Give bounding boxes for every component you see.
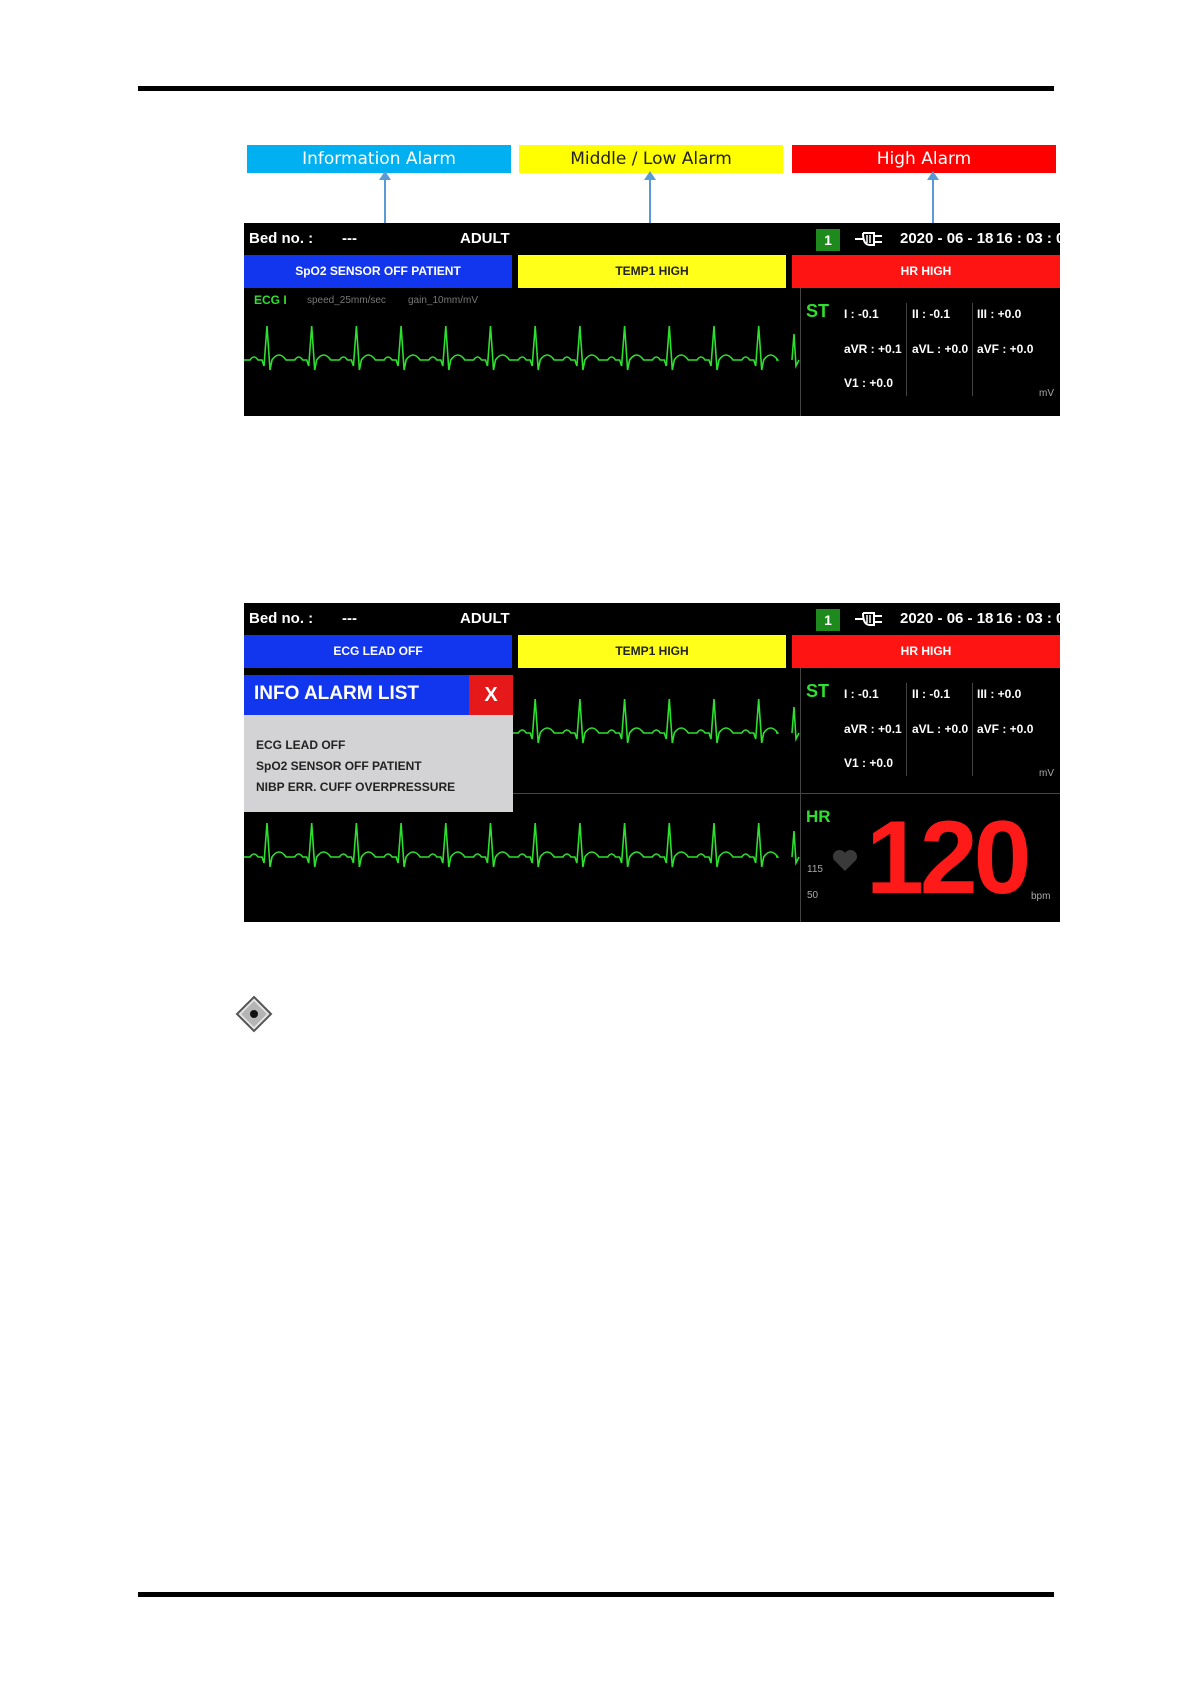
st-lead-avf: aVF : +0.0: [977, 342, 1034, 356]
ecg-speed: speed_25mm/sec: [307, 295, 386, 306]
st-lead-ii: II : -0.1: [912, 687, 951, 701]
alarm-count-badge: 1: [816, 229, 840, 251]
st-lead-v1: V1 : +0.0: [844, 756, 894, 770]
st-lead-avr: aVR : +0.1: [844, 722, 902, 736]
monitor-screen-2: [244, 603, 1073, 922]
status-bar: [244, 603, 1073, 635]
patient-type: ADULT: [460, 610, 510, 627]
mid-alarm-bar[interactable]: TEMP1 HIGH: [518, 255, 786, 288]
st-lead-iii: III : +0.0: [977, 687, 1022, 701]
plug-icon: [854, 609, 886, 629]
close-button[interactable]: X: [469, 675, 513, 715]
divider: [800, 668, 801, 922]
hr-label: HR: [806, 807, 831, 826]
hr-upper-limit: 115: [807, 864, 823, 875]
st-lead-avl: aVL : +0.0: [912, 722, 969, 736]
time: 16 : 03 : 07: [996, 230, 1073, 247]
monitor-screen-1: [244, 223, 1073, 416]
legend-high-alarm: High Alarm: [792, 145, 1056, 173]
st-lead-iii: III : +0.0: [977, 307, 1022, 321]
high-alarm-bar[interactable]: HR HIGH: [792, 255, 1060, 288]
top-rule: [138, 86, 1054, 91]
bed-value: ---: [342, 610, 357, 627]
list-item: SpO2 SENSOR OFF PATIENT: [256, 759, 422, 773]
date: 2020 - 06 - 18: [900, 610, 994, 627]
st-unit: mV: [1039, 388, 1054, 399]
time: 16 : 03 : 07: [996, 610, 1073, 627]
legend-middle-low-alarm: Middle / Low Alarm: [519, 145, 783, 173]
st-lead-ii: II : -0.1: [912, 307, 951, 321]
info-alarm-list-popup: [244, 675, 513, 812]
st-lead-avl: aVL : +0.0: [912, 342, 969, 356]
st-lead-v1: V1 : +0.0: [844, 376, 894, 390]
hr-unit: bpm: [1031, 891, 1051, 902]
popup-header: [244, 675, 513, 715]
hr-lower-limit: 50: [807, 890, 819, 901]
high-alarm-bar[interactable]: HR HIGH: [792, 635, 1060, 668]
info-alarm-bar[interactable]: ECG LEAD OFF: [244, 635, 512, 668]
list-item: ECG LEAD OFF: [256, 738, 346, 752]
st-label: ST: [806, 301, 830, 321]
bed-value: ---: [342, 230, 357, 247]
info-alarm-bar[interactable]: SpO2 SENSOR OFF PATIENT: [244, 255, 512, 288]
st-lead-avf: aVF : +0.0: [977, 722, 1034, 736]
divider: [972, 303, 973, 396]
bed-label: Bed no. :: [249, 610, 314, 627]
mid-alarm-bar[interactable]: TEMP1 HIGH: [518, 635, 786, 668]
divider: [800, 288, 801, 416]
hr-value: 120: [866, 800, 1028, 916]
st-unit: mV: [1039, 768, 1054, 779]
ecg-trace: [244, 326, 799, 370]
patient-type: ADULT: [460, 230, 510, 247]
st-lead-avr: aVR : +0.1: [844, 342, 902, 356]
st-lead-i: I : -0.1: [844, 687, 879, 701]
heart-icon: [831, 849, 859, 873]
bottom-rule: [138, 1592, 1054, 1597]
ecg-trace: [244, 823, 799, 867]
st-lead-i: I : -0.1: [844, 307, 879, 321]
plug-icon: [854, 229, 886, 249]
divider: [906, 683, 907, 776]
divider: [906, 303, 907, 396]
popup-title: INFO ALARM LIST: [254, 683, 419, 704]
st-label: ST: [806, 681, 830, 701]
status-bar: [244, 223, 1073, 255]
ecg-waveform: [244, 815, 800, 875]
divider: [972, 683, 973, 776]
ecg-waveform: [244, 318, 800, 378]
bullet-diamond-icon: [236, 996, 272, 1032]
list-item: NIBP ERR. CUFF OVERPRESSURE: [256, 780, 456, 794]
alarm-count-badge: 1: [816, 609, 840, 631]
ecg-lead-label: ECG I: [254, 293, 287, 307]
bed-label: Bed no. :: [249, 230, 314, 247]
ecg-gain: gain_10mm/mV: [408, 295, 479, 306]
legend-information-alarm: Information Alarm: [247, 145, 511, 173]
date: 2020 - 06 - 18: [900, 230, 994, 247]
